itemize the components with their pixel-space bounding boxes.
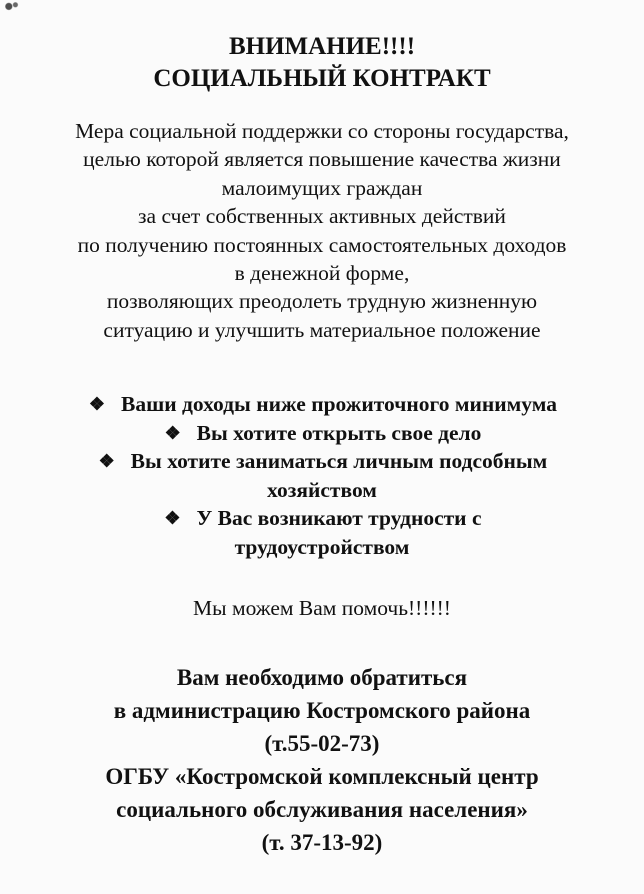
contact-block [0,661,644,859]
list-item [0,419,644,448]
title-attention: ВНИМАНИЕ!!!! [228,33,416,60]
contact-line: ОГБУ «Костромской комплексный центр [105,764,539,789]
diamond-star-icon: ❖ [88,394,106,414]
intro-line: Мера социальной поддержки со стороны государства, [75,119,569,143]
list-item [0,504,644,533]
help-message: Мы можем Вам помочь!!!!!! [193,596,451,620]
diamond-star-icon: ❖ [164,422,181,443]
contact-line: в администрацию Костромского района [113,698,531,723]
intro-line: позволяющих преодолеть трудную жизненную [106,289,538,314]
intro-line: малоимущих граждан [221,175,423,200]
bullet-continuation: хозяйством [267,477,377,502]
bullet-list [0,390,644,561]
intro-line: ситуацию и улучшить материальное положение [103,317,541,342]
bullet-continuation: трудоустройством [234,534,410,559]
bullet-text: Вы хотите заниматься личным подсобным [130,449,548,473]
contact-line: социального обслуживания населения» [116,797,528,822]
intro-line: за счет собственных активных действий [138,204,506,229]
diamond-star-icon: ❖ [164,508,181,528]
contact-phone: (т. 37-13-92) [261,830,383,855]
contact-phone: (т.55-02-73) [264,731,380,756]
intro-line: целью которой является повышение качества жизни [83,147,561,172]
bullet-text: Вы хотите открыть свое дело [196,420,482,445]
diamond-star-icon: ❖ [98,451,115,471]
contact-line: Вам необходимо обратиться [176,665,468,690]
bullet-text: Ваши доходы ниже прожиточного минимума [121,392,557,416]
title-social-contract: СОЦИАЛЬНЫЙ КОНТРАКТ [153,65,491,92]
list-item [0,390,644,419]
scan-speck [0,0,22,16]
intro-line: в денежной форме, [234,261,410,286]
intro-paragraph [10,117,634,344]
bullet-text: У Вас возникают трудности с [196,506,482,530]
intro-line: по получению постоянных самостоятельных доходов [77,232,567,257]
list-item [0,447,644,476]
